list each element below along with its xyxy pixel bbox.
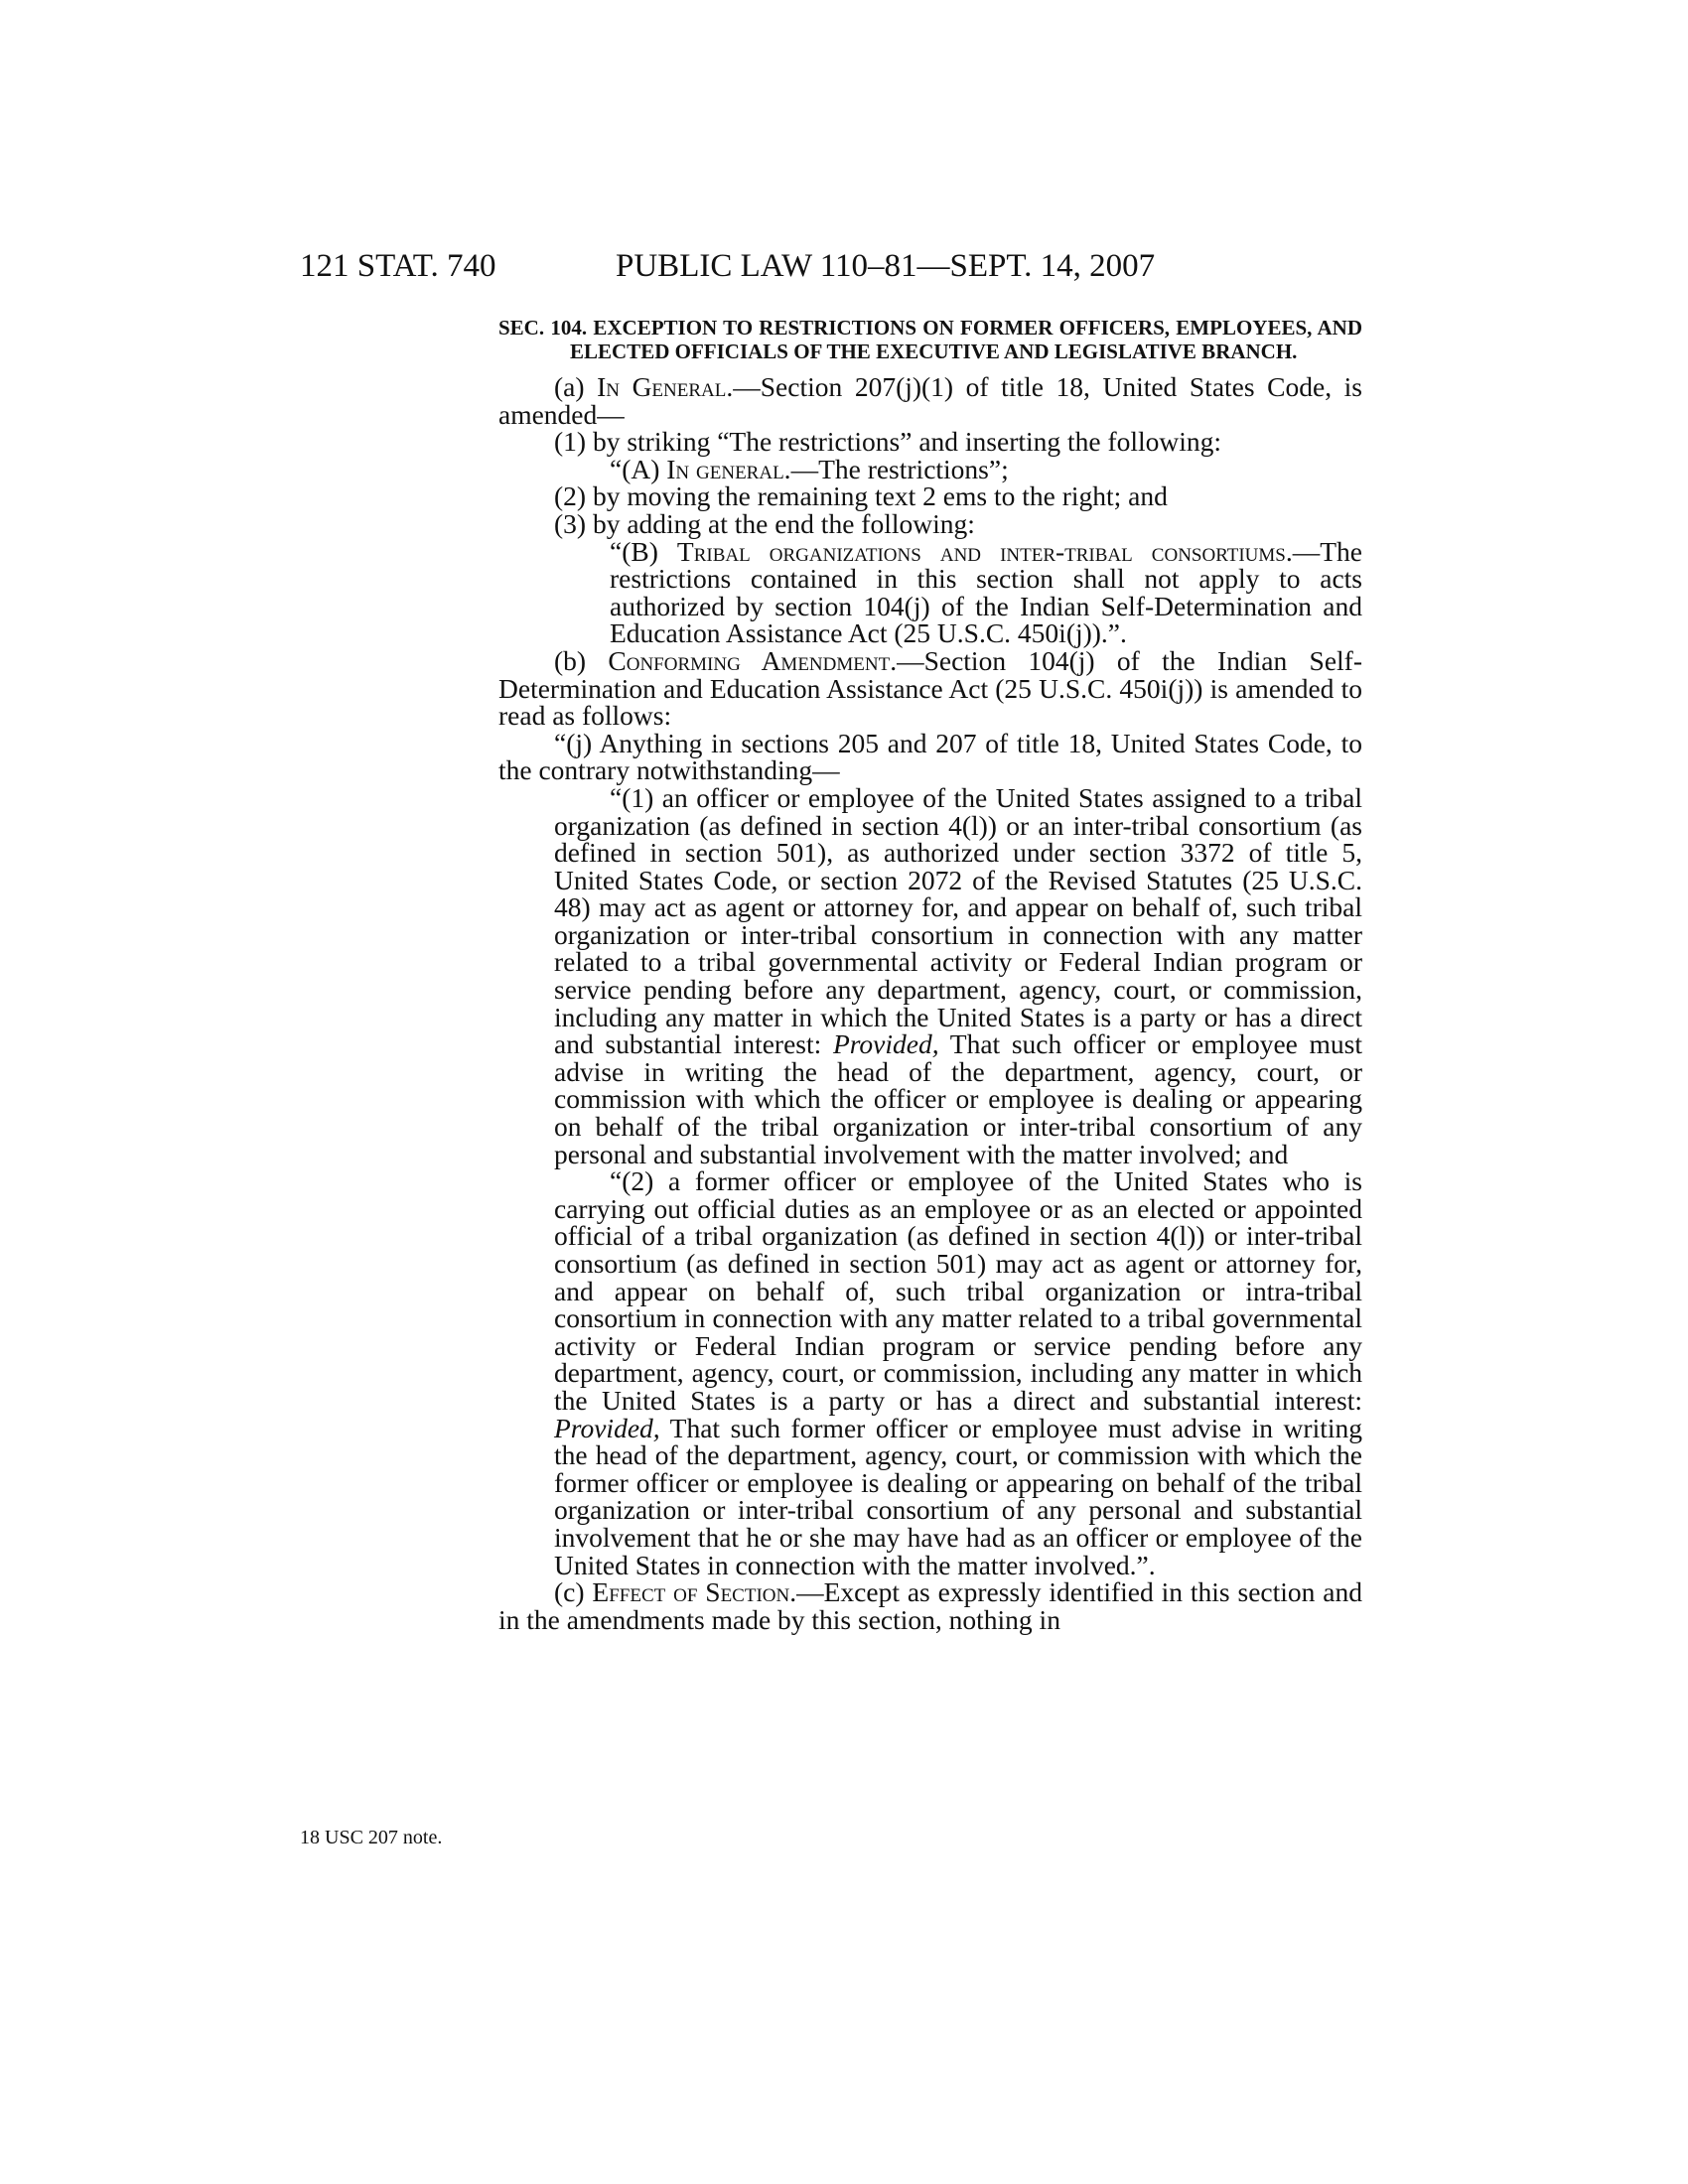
quote-b-text: —The restrictions contained in this section shall not apply to acts authorized by section 104(j) of the Indian Self-Determination and Education Assistance Act (25 U.S.C. 450i(j)).”.	[610, 535, 1362, 649]
subsection-c-text: —Except as expressly identified in this section and in the amendments made by this section, nothing in	[498, 1576, 1362, 1635]
quote-a-caption: In general.	[666, 453, 791, 484]
public-law-title: PUBLIC LAW 110–81—SEPT. 14, 2007	[616, 248, 1156, 284]
subsection-b	[498, 644, 1362, 732]
paragraph-a2: (2) by moving the remaining text 2 ems to the right; and	[554, 480, 1168, 512]
quoted-paragraph-2	[498, 1167, 1362, 1578]
paragraph-2-text-cont: That such former officer or employee must advise in writing the head of the department, agency, court, or commission with which the former officer or employee is dealing or appearing on behalf of the tribal organization or inter-tribal consortium of any personal and substantial involvement that he or she may have had as an officer or employee of the United States in connection with the matter involved.”.	[554, 1412, 1362, 1580]
quote-b-prefix: “(B)	[610, 535, 677, 567]
subsection-a	[498, 373, 1362, 428]
page-header	[0, 248, 1688, 292]
quote-b-caption: Tribal organizations and inter-tribal consortiums.	[676, 535, 1293, 567]
subsection-c	[498, 1578, 1362, 1633]
subsection-c-lead: (c)	[554, 1576, 593, 1608]
paragraph-1-text: “(1) an officer or employee of the United States assigned to a tribal organization (as defined in section 4(l)) or an inter-tribal consortium (as defined in section 501), as authorized under section 3372 of title 5, United States Code, or section 2072 of the Revised Statutes (25 U.S.C. 48) may act as agent or attorney for, and appear on behalf of, such tribal organization or inter-tribal consortium in connection with any matter related to a tribal governmental activity or Federal Indian program or service pending before any department, agency, court, or commission, including any matter in which the United States is a party or has a direct and substantial interest:	[554, 781, 1362, 1060]
paragraph-a3: (3) by adding at the end the following:	[554, 507, 975, 539]
quote-a-text: —The restrictions”;	[790, 453, 1009, 484]
paragraph-1-text-cont: That such officer or employee must advise in writing the head of the department, agency, court, or commission with which the officer or employee is dealing or appearing on behalf of the tribal organization or inter-tribal consortium of any personal and substantial involvement with the matter involved; and	[554, 1028, 1363, 1169]
quote-b	[498, 535, 1362, 649]
statute-page-number: 121 STAT. 740	[300, 248, 496, 284]
subsection-b-lead: (b)	[554, 644, 609, 676]
section-heading: SEC. 104. EXCEPTION TO RESTRICTIONS ON FORMER OFFICERS, EMPLOYEES, AND ELECTED OFFICIALS OF THE EXECUTIVE AND LEGISLATIVE BRANCH.	[498, 316, 1362, 363]
quote-a	[498, 453, 1362, 484]
paragraph-2-provided: Provided,	[554, 1412, 660, 1443]
subsection-a-text: —Section 207(j)(1) of title 18, United States Code, is amended—	[498, 371, 1363, 430]
quote-a-prefix: “(A)	[610, 453, 667, 484]
paragraph-a1: (1) by striking “The restrictions” and inserting the following:	[554, 426, 1222, 458]
quoted-paragraph-1	[498, 781, 1363, 1169]
subsection-a-caption: In General.	[597, 371, 734, 402]
margin-note: 18 USC 207 note.	[300, 1827, 443, 1848]
subsection-b-text: —Section 104(j) of the Indian Self-Determination and Education Assistance Act (25 U.S.C. 450i(j)) is amended to read as follows:	[498, 644, 1362, 732]
subsection-c-caption: Effect of Section.	[592, 1576, 797, 1608]
quoted-subsection-j: “(j) Anything in sections 205 and 207 of title 18, United States Code, to the contrary notwithstanding—	[498, 727, 1362, 786]
subsection-b-caption: Conforming Amendment.	[608, 644, 898, 676]
document-body	[498, 316, 1362, 1633]
subsection-a-lead: (a)	[554, 371, 598, 402]
paragraph-1-provided: Provided,	[832, 1028, 939, 1060]
paragraph-2-text: “(2) a former officer or employee of the United States who is carrying out official duties as an employee or as an elected or appointed official of a tribal organization (as defined in section 4(l)) or inter-tribal consortium (as defined in section 501) may act as agent or attorney for, and appear on behalf of, such tribal organization or intra-tribal consortium in connection with any matter related to a tribal governmental activity or Federal Indian program or service pending before any department, agency, court, or commission, including any matter in which the United States is a party or has a direct and substantial interest:	[554, 1165, 1362, 1416]
